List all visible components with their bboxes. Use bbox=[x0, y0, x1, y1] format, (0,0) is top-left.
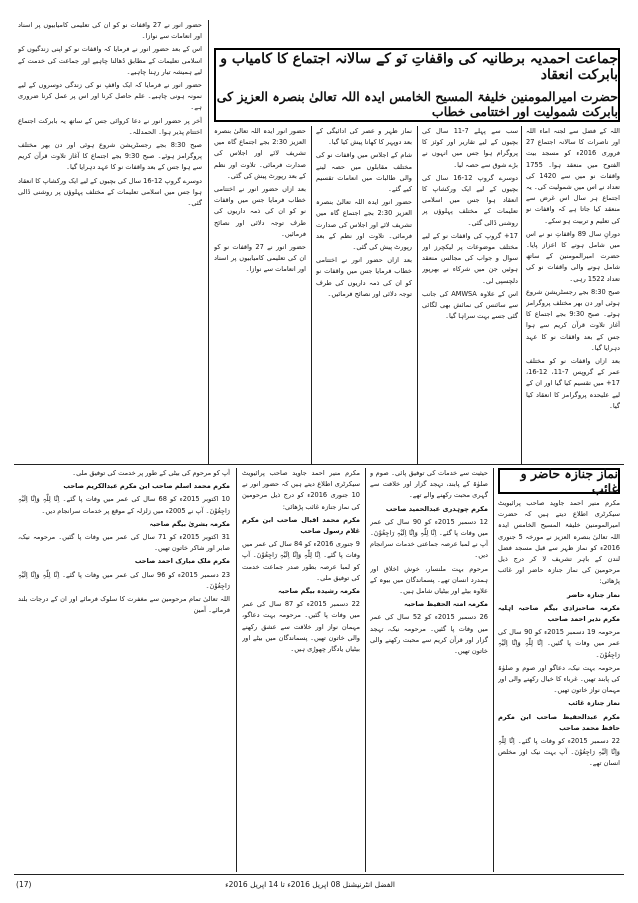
paragraph: اس کے علاوہ AMWSA کی جانب سے سائنس کی نمائش بھی لگائی گئی جسے بہت سراہا گیا۔ bbox=[422, 289, 518, 321]
paragraph: حضور انور نے 27 واقفات نو کو ان کی تعلیمی کامیابیوں پر اسناد اور انعامات سے نوازا۔ bbox=[214, 243, 306, 274]
paragraph: اللہ تعالیٰ تمام مرحومین سے مغفرت کا سلوک فرمائے اور ان کے درجات بلند فرمائے۔ آمین bbox=[18, 595, 230, 615]
subheading: مکرم ملک مبارک احمد صاحب bbox=[134, 557, 230, 566]
paragraph: سب سے پہلے 7-11 سال کی بچیوں کے لیے تقاریر اور کوئز کا پروگرام ہوا جس میں انہوں نے بڑے شوق سے حصہ لیا۔ bbox=[422, 127, 518, 169]
subheading: مکرم چوہدری عبدالحمید صاحب bbox=[385, 504, 488, 513]
paragraph: 31 اکتوبر 2015ء کو 71 سال کی عمر میں وفات پا گئیں۔ مرحومہ نیک، صابر اور شاکر خاتون تھیں۔ bbox=[18, 533, 230, 553]
paragraph: 10 اکتوبر 2015ء کو 68 سال کی عمر میں وفات پا گئے۔ اِنَّا لِلّٰہِ وَاِنَّا اِلَیْہِ رَاجِعُوْنَ۔ آپ نے 2005ء میں زلزلہ کے موقع پر خدمات سرانجام دیں۔ bbox=[18, 495, 230, 515]
paragraph: دوسرے گروپ 12-16 سال کی بچیوں کے لیے ایک ورکشاپ کا انعقاد ہوا جس میں اسلامی تعلیمات کے مختلف پہلوؤں پر روشنی ڈالی گئی۔ bbox=[18, 176, 202, 208]
paragraph: نماز ظہر و عصر کی ادائیگی کے بعد دوپہر کا کھانا پیش کیا گیا۔ bbox=[316, 127, 412, 147]
paragraph: اس کے بعد حضور انور نے فرمایا کہ واقفات نو کو اپنی زندگیوں کو اسلامی تعلیمات کے مطابق ڈھالنا چاہیے اور جماعت کی خدمت کے لیے ہمیشہ تیار رہنا چاہیے۔ bbox=[18, 45, 202, 76]
obituary-column-2 bbox=[370, 468, 488, 872]
article-column-3 bbox=[316, 126, 412, 466]
paragraph: 12 دسمبر 2015ء کو 90 سال کی عمر میں وفات پا گئے۔ اِنَّا لِلّٰہِ وَاِنَّا اِلَیْہِ رَاجِعُوْنَ۔ آپ نے لمبا عرصہ جماعتی خدمات سرانجام دیں۔ bbox=[370, 517, 488, 560]
paragraph: مکرم منیر احمد جاوید صاحب پرائیویٹ سیکرٹری اطلاع دیتے ہیں کہ حضرت امیرالمومنین خلیفۃ المسیح الخامس ایدہ اللہ تعالیٰ بنصرہ العزیز نے مورخہ 5 جنوری 2016ء کو نماز ظہر سے قبل مسجد فضل لندن کے باہر تشریف لا کر درج ذیل مرحومین کی نماز جنازہ حاضر اور غائب پڑھائی: bbox=[498, 499, 620, 586]
paragraph: 22 دسمبر 2015ء کو 87 سال کی عمر میں وفات پا گئیں۔ مرحومہ بہت دعاگو، مہمان نواز اور خلافت سے عشق رکھنے والی خاتون تھیں۔ پسماندگان میں بیٹے اور بیٹیاں یادگار چھوڑی ہیں۔ bbox=[242, 600, 360, 654]
subheading: مکرم محمد اسلم صاحب ابن مکرم عبدالکریم صاحب bbox=[63, 482, 230, 491]
paragraph: 26 دسمبر 2015ء کو 52 سال کی عمر میں وفات پا گئیں۔ مرحومہ نیک، تہجد گزار اور قرآن کریم سے محبت رکھنے والی خاتون تھیں۔ bbox=[370, 613, 488, 656]
paragraph: حضور انور ایدہ اللہ تعالیٰ بنصرہ العزیز 2:30 بجے اجتماع گاہ میں تشریف لائے اور اجلاس کی صدارت فرمائی۔ تلاوت اور نظم کے بعد رپورٹ پیش کی گئی۔ bbox=[316, 198, 412, 252]
article-column-4 bbox=[214, 126, 306, 466]
paragraph: آخر پر حضور انور نے دعا کروائی جس کے ساتھ یہ بابرکت اجتماع اختتام پذیر ہوا۔ الحمدللہ۔ bbox=[18, 116, 202, 136]
subheading: نماز جنازہ غائب bbox=[568, 699, 620, 708]
paragraph: اللہ کے فضل سے لجنہ اماء اللہ اور ناصرات کا سالانہ اجتماع 27 فروری 2016ء کو مسجد بیت الفتوح میں منعقد ہوا۔ 1755 واقفات نو میں سے 1420 کی تعداد نے اس میں شمولیت کی۔ یہ اجتماع ہر سال اس غرض سے منعقد کیا جاتا ہے کہ واقفات نو کی تعلیم و تربیت ہو سکے۔ bbox=[526, 127, 620, 225]
article-column-2 bbox=[422, 126, 518, 466]
paragraph: صبح 8:30 بجے رجسٹریشن شروع ہوئی اور دن بھر مختلف پروگرامز ہوئے۔ صبح 9:30 بجے اجتماع کا آغاز تلاوت قرآن کریم سے ہوا جس کے بعد واقفات نو کا عہد دہرایا گیا۔ bbox=[18, 141, 202, 172]
column-divider bbox=[311, 126, 312, 464]
paragraph: مرحومہ بہت نیک، دعاگو اور صوم و صلوٰۃ کی پابند تھیں۔ غرباء کا خیال رکھنے والی اور مہمان نواز خاتون تھیں۔ bbox=[498, 663, 620, 695]
column-divider bbox=[208, 20, 209, 464]
paragraph: مرحوم بہت ملنسار، خوش اخلاق اور ہمدرد انسان تھے۔ پسماندگان میں بیوہ کے علاوہ بیٹے اور بیٹیاں شامل ہیں۔ bbox=[370, 564, 488, 596]
paragraph: صبح 8:30 بجے رجسٹریشن شروع ہوئی اور دن بھر مختلف پروگرامز ہوئے۔ صبح 9:30 بجے اجتماع کا آغاز تلاوت قرآن کریم سے ہوا جس کے بعد واقفات نو کا عہد دہرایا گیا۔ bbox=[526, 287, 620, 352]
paragraph: حضور انور نے فرمایا کہ ایک واقفِ نو کی زندگی دوسروں کے لیے نمونہ ہونی چاہیے۔ علم حاصل کرنا اور اس پر عمل کرنا ضروری ہے۔ bbox=[18, 81, 202, 112]
paragraph: 9 جنوری 2016ء کو 84 سال کی عمر میں وفات پا گئے۔ اِنَّا لِلّٰہِ وَاِنَّا اِلَیْہِ رَاجِعُوْنَ۔ آپ کو لمبا عرصہ بطور صدر جماعت خدمت کی توفیق ملی۔ bbox=[242, 540, 360, 582]
column-divider bbox=[521, 126, 522, 464]
obituary-column-4 bbox=[18, 468, 230, 872]
footer-rule bbox=[14, 874, 624, 875]
section-divider bbox=[14, 464, 624, 465]
section-title: نماز جنازہ حاضر و غائب bbox=[498, 468, 620, 494]
paragraph: 17+ گروپ کی واقفات نو کے لیے مختلف موضوعات پر لیکچرز اور سوال و جواب کی مجالس منعقد ہوئیں جن میں شرکاء نے بھرپور دلچسپی لی۔ bbox=[422, 231, 518, 285]
subheading: مکرمہ بشریٰ بیگم صاحبہ bbox=[149, 519, 230, 528]
subheading: مکرم عبدالحفیظ صاحب ابن مکرم حافظ محمد صاحب bbox=[498, 712, 620, 732]
article-column-1 bbox=[526, 126, 620, 466]
subheading: مکرمہ صاحبزادی بیگم صاحبہ اہلیہ مکرم نذیر احمد صاحب bbox=[498, 603, 620, 624]
newspaper-page bbox=[14, 10, 624, 878]
paragraph: بعد ازاں واقفات نو کو مختلف عمر کے گروپس 7-11، 12-16، 17+ میں تقسیم کیا گیا اور ان کے لیے علیحدہ پروگرامز کا انعقاد کیا گیا۔ bbox=[526, 357, 620, 410]
paragraph: بعد ازاں حضور انور نے اختتامی خطاب فرمایا جس میں واقفات نو کو ان کی ذمہ داریوں کی طرف توجہ دلائی اور نصائح فرمائیں۔ bbox=[214, 185, 306, 238]
column-divider bbox=[365, 468, 366, 872]
paragraph: مکرم منیر احمد جاوید صاحب پرائیویٹ سیکرٹری اطلاع دیتے ہیں کہ حضور انور نے 10 جنوری 2016ء کو درج ذیل مرحومین کی نماز جنازہ غائب پڑھائی: bbox=[242, 469, 360, 511]
headline-sub: حضرت امیرالمومنین خلیفۃ المسیح الخامس ایدہ اللہ تعالیٰ بنصرہ العزیز کی بابرکت شمولیت اور اختتامی خطاب bbox=[216, 89, 618, 119]
obituary-column-3 bbox=[242, 468, 360, 872]
column-divider bbox=[236, 468, 237, 872]
subheading: مکرم محمد اقبال صاحب ابن مکرم غلام رسول صاحب bbox=[242, 515, 360, 536]
paragraph: 22 دسمبر 2015ء کو وفات پا گئے۔ اِنَّا لِلّٰہِ وَاِنَّا اِلَیْہِ رَاجِعُوْنَ۔ آپ بہت نیک اور مخلص انسان تھے۔ bbox=[498, 737, 620, 768]
page-number: (17) bbox=[16, 880, 32, 889]
paragraph: حضور انور نے 27 واقفات نو کو ان کی تعلیمی کامیابیوں پر اسناد اور انعامات سے نوازا۔ bbox=[18, 21, 202, 41]
paragraph: دورانِ سال 89 واقفاتِ نو نے اس میں شامل ہونے کا اعزاز پایا۔ حضرت امیرالمومنین کے ساتھ شامل ہونے والی واقفات نو کی تعداد 1522 رہی۔ bbox=[526, 229, 620, 283]
subheading: مکرمہ امتہ الحفیظ صاحبہ bbox=[404, 600, 488, 609]
paragraph: حیثیت سے خدمات کی توفیق پائی۔ صوم و صلوٰۃ کے پابند، تہجد گزار اور خلافت سے گہری محبت رکھنے والے تھے۔ bbox=[370, 469, 488, 500]
paragraph: حضور انور ایدہ اللہ تعالیٰ بنصرہ العزیز 2:30 بجے اجتماع گاہ میں تشریف لائے اور اجلاس کی صدارت فرمائی۔ تلاوت اور نظم کے بعد رپورٹ پیش کی گئی۔ bbox=[214, 127, 306, 180]
article-column-5 bbox=[18, 20, 202, 464]
column-divider bbox=[417, 126, 418, 464]
headline-box bbox=[214, 48, 620, 122]
paragraph: بعد ازاں حضور انور نے اختتامی خطاب فرمایا جس میں واقفات نو کو ان کی ذمہ داریوں کی طرف توجہ دلائی اور نصائح فرمائیں۔ bbox=[316, 256, 412, 298]
paragraph: شام کے اجلاس میں واقفات نو کی مختلف مقابلوں میں حصہ لینے والی طالبات میں انعامات تقسیم کیے گئے۔ bbox=[316, 151, 412, 194]
paragraph: 23 دسمبر 2015ء کو 96 سال کی عمر میں وفات پا گئے۔ اِنَّا لِلّٰہِ وَاِنَّا اِلَیْہِ رَاجِعُوْنَ۔ bbox=[18, 570, 230, 590]
obituary-column-1 bbox=[498, 498, 620, 872]
column-divider bbox=[493, 468, 494, 872]
footer-masthead: الفضل انٹرنیشنل 08 اپریل 2016ء تا 14 اپریل 2016ء bbox=[225, 880, 395, 889]
paragraph: آپ کو مرحوم کی بیٹی کے طور پر خدمت کی توفیق ملی۔ bbox=[72, 469, 230, 477]
headline-main: جماعت احمدیہ برطانیہ کی واقفاتِ نَو کے سالانہ اجتماع کا کامیاب و بابرکت انعقاد bbox=[220, 51, 618, 83]
subheading: مکرمہ رشیدہ بیگم صاحبہ bbox=[278, 587, 360, 596]
paragraph: مرحومہ 19 دسمبر 2015ء کو 90 سال کی عمر میں وفات پا گئیں۔ اِنَّا لِلّٰہِ وَاِنَّا اِلَیْہِ رَاجِعُوْنَ۔ bbox=[498, 628, 620, 659]
paragraph: دوسرے گروپ 12-16 سال کی بچیوں کے لیے ایک ورکشاپ کا انعقاد ہوا جس میں اسلامی تعلیمات کے مختلف پہلوؤں پر روشنی ڈالی گئی۔ bbox=[422, 173, 518, 227]
subheading: نماز جنازہ حاضر bbox=[566, 590, 620, 599]
